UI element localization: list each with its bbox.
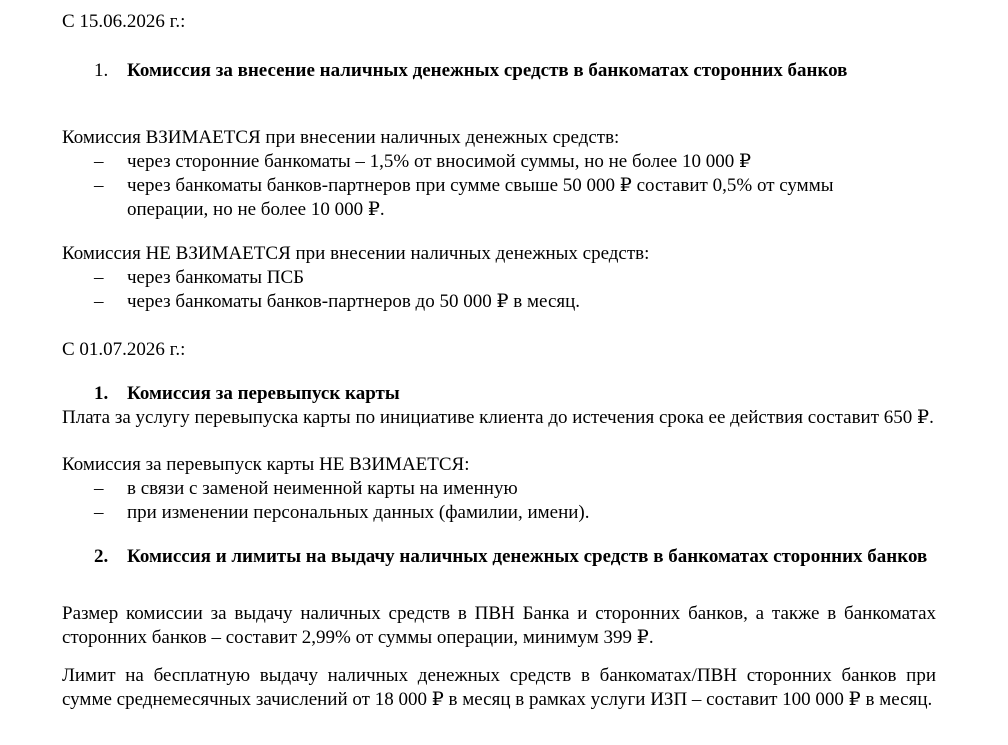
list-dash: –: [94, 151, 104, 172]
list-item-text: через сторонние банкоматы – 1,5% от вносимой суммы, но не более 10 000 ₽: [127, 151, 752, 172]
list-item: [94, 174, 874, 222]
withdrawal-limit-paragraph: Лимит на бесплатную выдачу наличных денежных средств в банкоматах/ПВН сторонних банков при сумме среднемесячных зачислений от 18 000 ₽ в месяц в рамках услуги ИЗП – составит 100 000 ₽ в месяц.: [62, 665, 936, 710]
list-item: [94, 501, 874, 525]
free-intro: Комиссия НЕ ВЗИМАЕТСЯ при внесении наличных денежных средств:: [62, 243, 650, 264]
heading-text: Комиссия за внесение наличных денежных средств в банкоматах сторонних банков: [127, 60, 848, 81]
list-item: [94, 150, 874, 174]
list-dash: –: [94, 502, 104, 523]
charged-intro: Комиссия ВЗИМАЕТСЯ при внесении наличных денежных средств:: [62, 127, 620, 148]
list-dash: –: [94, 267, 104, 288]
heading-text: Комиссия и лимиты на выдачу наличных денежных средств в банкоматах сторонних банков: [127, 546, 928, 567]
list-item-text: в связи с заменой неименной карты на именную: [127, 478, 518, 499]
reissue-paragraph: Плата за услугу перевыпуска карты по инициативе клиента до истечения срока ее действия составит 650 ₽.: [62, 407, 934, 428]
reissue-free-intro: Комиссия за перевыпуск карты НЕ ВЗИМАЕТСЯ:: [62, 454, 470, 475]
list-item-text: через банкоматы ПСБ: [127, 267, 305, 288]
list-dash: –: [94, 478, 104, 499]
section-heading: [94, 545, 940, 569]
list-item-text: через банкоматы банков-партнеров до 50 000 ₽ в месяц.: [127, 291, 581, 312]
heading-number: 1.: [94, 383, 109, 404]
heading-number: 2.: [94, 546, 109, 567]
list-item: [94, 477, 874, 501]
list-item: [94, 290, 874, 314]
list-dash: –: [94, 175, 104, 196]
list-item-text: при изменении персональных данных (фамилии, имени).: [127, 502, 590, 523]
list-item-text: через банкоматы банков-партнеров при сумме свыше 50 000 ₽ составит 0,5% от суммы операции, но не более 10 000 ₽.: [127, 175, 834, 220]
heading-number: 1.: [94, 60, 109, 81]
section-date: С 01.07.2026 г.:: [62, 339, 186, 360]
section-heading: [94, 382, 940, 406]
list-dash: –: [94, 291, 104, 312]
withdrawal-fee-paragraph: Размер комиссии за выдачу наличных средств в ПВН Банка и сторонних банков, а также в банкоматах сторонних банков – составит 2,99% от суммы операции, минимум 399 ₽.: [62, 603, 936, 648]
section-heading: [94, 59, 940, 83]
section-date: С 15.06.2026 г.:: [62, 11, 186, 32]
list-item: [94, 266, 874, 290]
heading-text: Комиссия за перевыпуск карты: [127, 383, 400, 404]
